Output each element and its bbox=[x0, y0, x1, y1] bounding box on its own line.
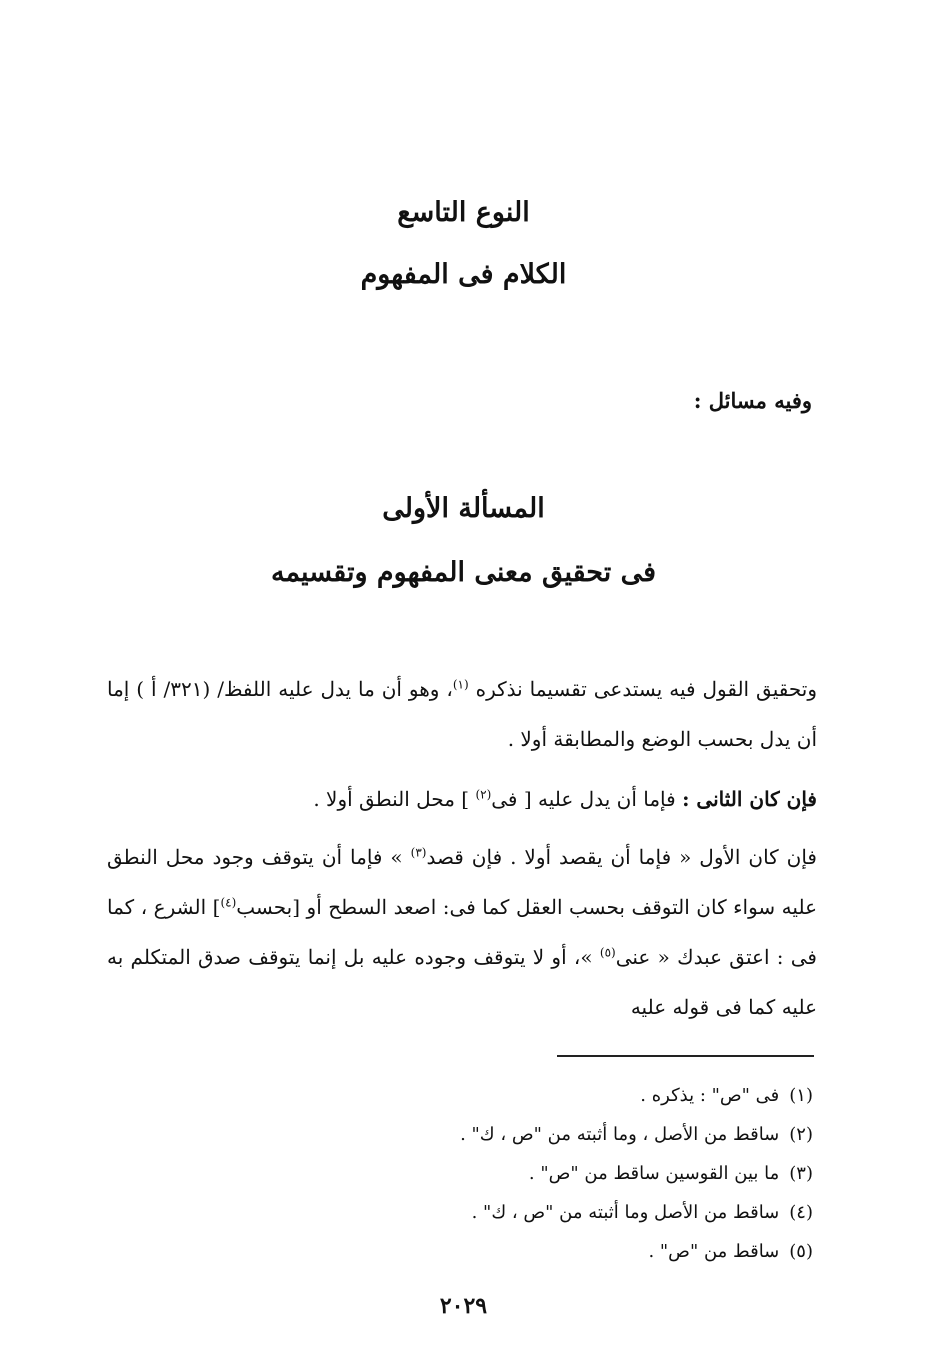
paragraph-2 bbox=[107, 774, 817, 824]
chapter-subtitle: الكلام فى المفهوم bbox=[360, 259, 567, 290]
page-number: ٢٠٢٩ bbox=[439, 1293, 488, 1319]
paragraph-text: ، وهو أن ما يدل عليه اللفظ/ (٣٢١/ أ ) إما أن يدل بحسب الوضع والمطابقة أولا . bbox=[107, 677, 817, 751]
footnote-text: فى "ص" : يذكره . bbox=[640, 1085, 780, 1106]
paragraph-text: فإن كان الأول « فإما أن يقصد أولا . فإن قصد bbox=[426, 845, 817, 869]
footnote-ref: (٣) bbox=[410, 845, 427, 860]
footnote-number: (٤) bbox=[789, 1202, 813, 1223]
paragraph-text: فإما أن يدل عليه [ فى bbox=[491, 787, 683, 811]
footnote-item bbox=[113, 1076, 813, 1115]
footnote-ref: (١) bbox=[452, 677, 469, 692]
footnote-item bbox=[113, 1115, 813, 1154]
footnote-text: ما بين القوسين ساقط من "ص" . bbox=[528, 1163, 780, 1184]
section-title: المسألة الأولى bbox=[382, 493, 545, 524]
footnote-text: ساقط من الأصل وما أثبته من "ص ، ك" . bbox=[471, 1202, 780, 1223]
footnote-divider bbox=[557, 1055, 814, 1057]
footnotes-list bbox=[113, 1076, 813, 1271]
paragraph-text: ] الشرع ، كما فى : اعتق عبدك « عنى bbox=[107, 895, 817, 969]
footnote-text: ساقط من "ص" . bbox=[648, 1241, 780, 1262]
footnote-number: (١) bbox=[789, 1085, 813, 1106]
footnote-ref: (٤) bbox=[220, 895, 237, 910]
paragraph-3 bbox=[107, 832, 817, 1032]
paragraph-text: ] محل النطق أولا . bbox=[313, 787, 476, 811]
chapter-title: النوع التاسع bbox=[397, 197, 530, 228]
footnote-number: (٥) bbox=[789, 1241, 813, 1262]
paragraph-text: » فإما أن يتوقف وجود محل النطق عليه سواء كان التوقف بحسب العقل كما فى: اصعد السطح أو [بحسب bbox=[107, 845, 817, 919]
footnote-item bbox=[113, 1232, 813, 1271]
paragraph-text: »، أو لا يتوقف وجوده عليه بل إنما يتوقف صدق المتكلم به عليه كما فى قوله عليه bbox=[107, 945, 817, 1019]
footnote-number: (٢) bbox=[789, 1124, 813, 1145]
paragraph-1 bbox=[107, 664, 817, 764]
footnote-item bbox=[113, 1193, 813, 1232]
footnote-item bbox=[113, 1154, 813, 1193]
footnote-number: (٣) bbox=[789, 1163, 813, 1184]
intro-line: وفيه مسائل : bbox=[693, 388, 812, 413]
footnote-text: ساقط من الأصل ، وما أثبته من "ص ، ك" . bbox=[460, 1124, 780, 1145]
footnote-ref: (٥) bbox=[599, 945, 616, 960]
section-subtitle: فى تحقيق معنى المفهوم وتقسيمه bbox=[270, 557, 657, 588]
footnote-ref: (٢) bbox=[475, 787, 492, 802]
paragraph-text: وتحقيق القول فيه يستدعى تقسيما نذكره bbox=[468, 677, 818, 701]
paragraph-lead: فإن كان الثانى : bbox=[682, 787, 817, 811]
